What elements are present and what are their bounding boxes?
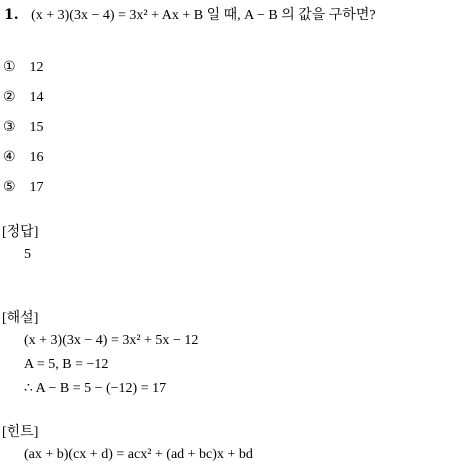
choice-2[interactable] [3,88,43,107]
choice-mark: ① [3,59,16,75]
question-number: 1. [4,7,19,23]
answer-label: [정답] [2,225,39,240]
answer-value: 5 [24,247,31,262]
choice-mark: ④ [3,149,16,165]
explanation-line-1: (x + 3)(3x − 4) = 3x² + 5x − 12 [24,333,199,348]
hint-line: (ax + b)(cx + d) = acx² + (ad + bc)x + bd [24,447,253,462]
explanation-label: [해설] [2,311,39,326]
question [4,6,376,25]
explanation-line-3: ∴ A − B = 5 − (−12) = 17 [24,381,167,396]
choice-value: 12 [29,60,44,75]
choice-mark: ③ [3,119,16,135]
choice-5[interactable] [3,178,43,197]
choice-value: 14 [29,90,44,105]
question-text: (x + 3)(3x − 4) = 3x² + Ax + B 일 때, A − B 의 값을 구하면? [31,8,376,23]
explanation-line-2: A = 5, B = −12 [24,357,109,372]
choice-4[interactable] [3,148,43,167]
choice-mark: ② [3,89,16,105]
choice-1[interactable] [3,58,43,77]
choice-value: 16 [29,150,44,165]
choice-mark: ⑤ [3,179,16,195]
choice-value: 17 [29,180,44,195]
hint-label: [힌트] [2,425,39,440]
choice-3[interactable] [3,118,43,137]
choice-value: 15 [29,120,44,135]
